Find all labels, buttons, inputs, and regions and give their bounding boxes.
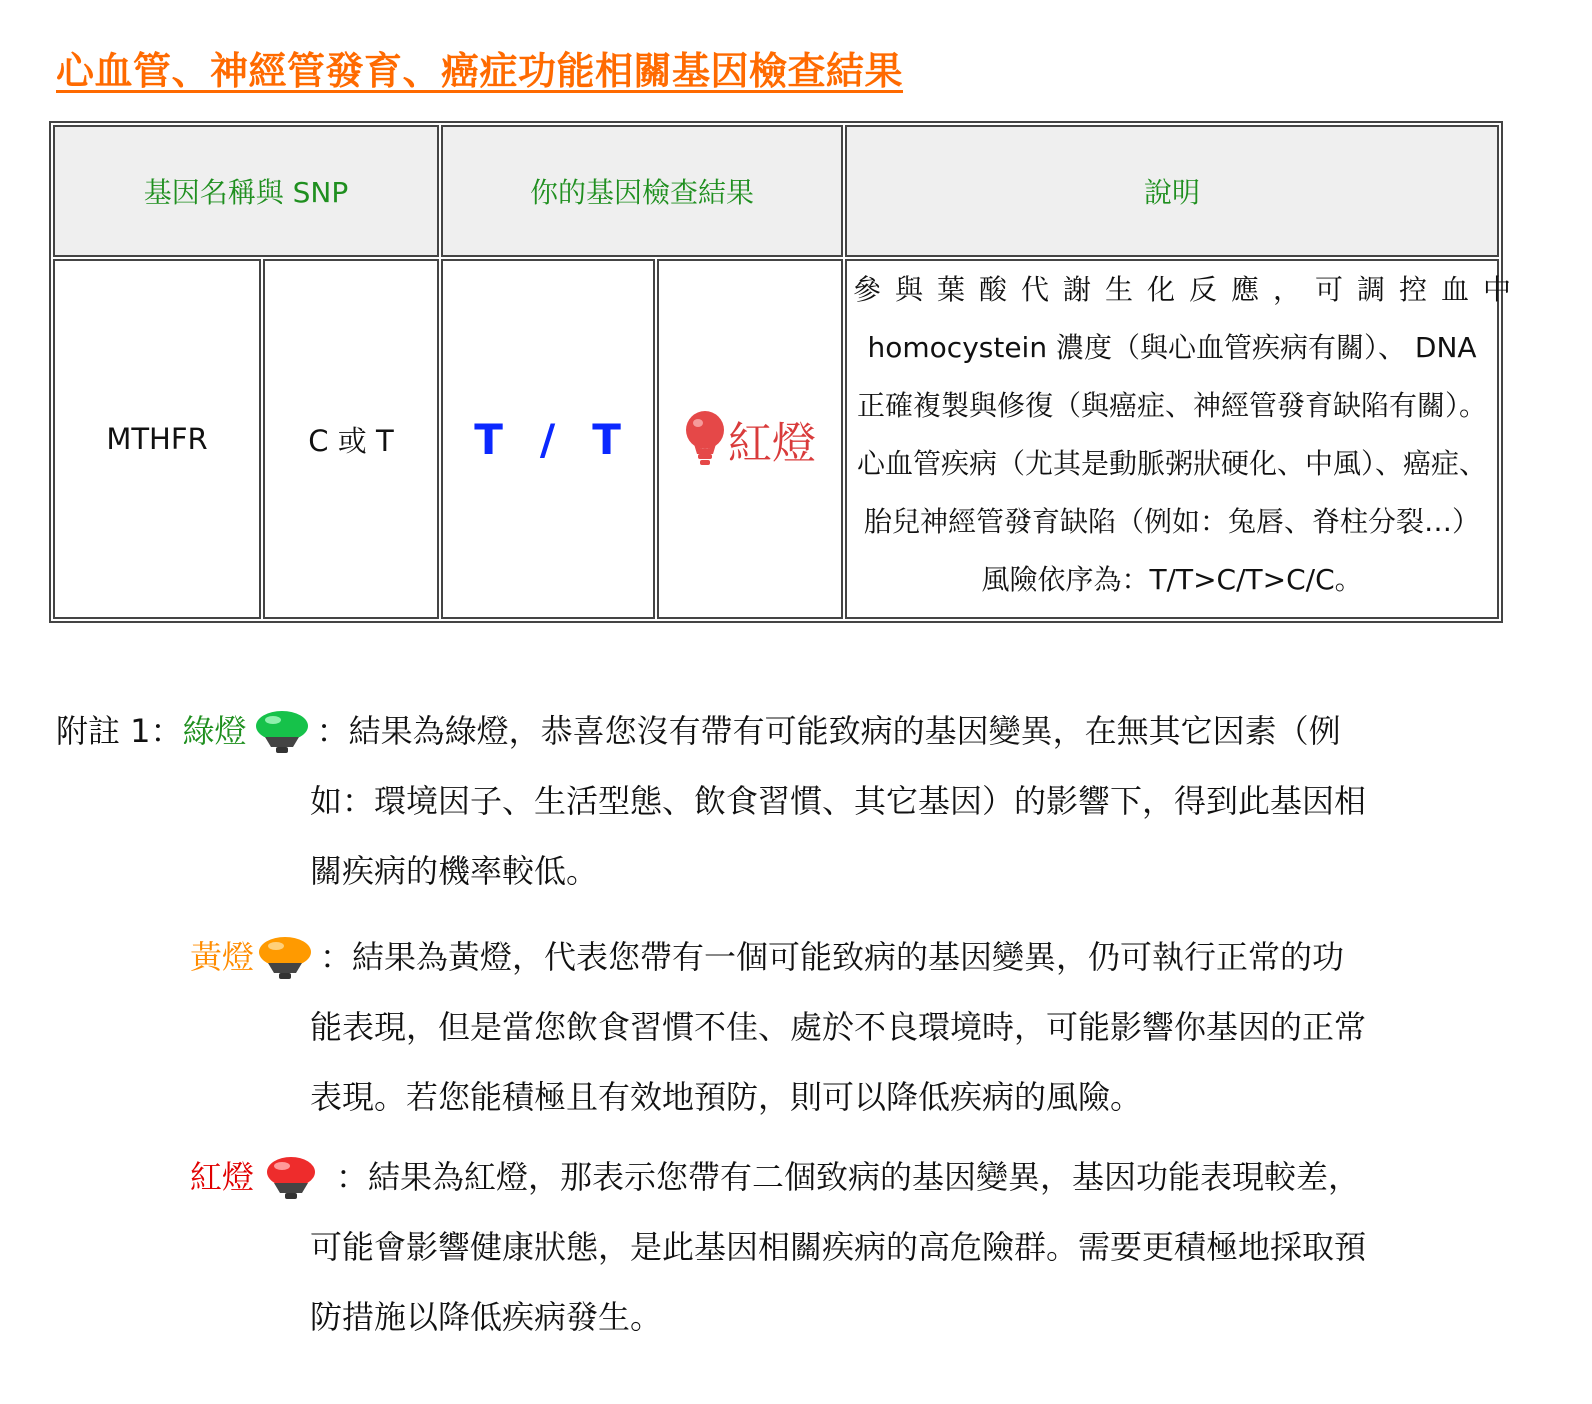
- allele-1: T: [474, 414, 504, 464]
- note-green-line-3: 關疾病的機率較低。: [310, 852, 599, 890]
- note-red-line-3: 防措施以降低疾病發生。: [310, 1298, 663, 1336]
- note-red-text: ：結果為紅燈，那表示您帶有二個致病的基因變異，基因功能表現較差，: [336, 1158, 1361, 1196]
- description-line: 參與葉酸代謝生化反應，可調控血中: [853, 273, 1526, 306]
- note-red-line-2: 可能會影響健康狀態，是此基因相關疾病的高危險群。需要更積極地採取預: [310, 1228, 1367, 1266]
- header-gene-snp: 基因名稱與 SNP: [53, 125, 439, 257]
- description-line: 心血管疾病（尤其是動脈粥狀硬化、中風）、癌症、: [857, 447, 1488, 480]
- note-yellow-line-3: 表現。若您能積極且有效地預防，則可以降低疾病的風險。: [310, 1078, 1143, 1116]
- description-line: homocystein 濃度（與心血管疾病有關）、 DNA: [867, 331, 1477, 364]
- red-light-label: 紅燈: [190, 1158, 255, 1196]
- green-light-label: 綠燈: [182, 712, 247, 750]
- table-row: [53, 259, 1499, 619]
- note-green: [56, 696, 1341, 766]
- red-bulb-icon: [684, 410, 726, 468]
- yellow-light-label: 黃燈: [190, 938, 255, 976]
- green-bulb-icon: [253, 709, 311, 757]
- allele-separator: /: [539, 414, 557, 464]
- note-yellow: [190, 922, 1344, 992]
- description-line: 胎兒神經管發育缺陷（例如：兔唇、脊柱分裂…）: [864, 505, 1481, 538]
- snp-alleles: C 或 T: [263, 259, 439, 619]
- gene-result-table: [49, 121, 1526, 623]
- header-your-result: 你的基因檢查結果: [441, 125, 843, 257]
- description-cell: [845, 259, 1526, 619]
- genotype-result: [441, 259, 655, 619]
- description-line: 風險依序為：T/T>C/T>C/C。: [981, 563, 1363, 596]
- gene-name: MTHFR: [53, 259, 261, 619]
- table-header-row: [53, 125, 1499, 257]
- light-indicator: [657, 259, 843, 619]
- note-prefix: 附註 1：: [56, 712, 183, 750]
- note-green-text: ：結果為綠燈，恭喜您沒有帶有可能致病的基因變異，在無其它因素（例: [316, 712, 1341, 750]
- note-yellow-text: ：結果為黃燈，代表您帶有一個可能致病的基因變異，仍可執行正常的功: [320, 938, 1345, 976]
- allele-2: T: [592, 414, 622, 464]
- description-line: 正確複製與修復（與癌症、神經管發育缺陷有關）。: [857, 389, 1488, 422]
- light-label: 紅燈: [728, 418, 817, 469]
- header-description: 說明: [845, 125, 1499, 257]
- note-red: [190, 1142, 1360, 1212]
- note-green-line-2: 如：環境因子、生活型態、飲食習慣、其它基因）的影響下，得到此基因相: [310, 782, 1367, 820]
- red-bulb-icon: [262, 1155, 320, 1203]
- note-yellow-line-2: 能表現，但是當您飲食習慣不佳、處於不良環境時，可能影響你基因的正常: [310, 1008, 1367, 1046]
- page-title: 心血管、神經管發育、癌症功能相關基因檢查結果: [56, 49, 904, 93]
- yellow-bulb-icon: [256, 935, 314, 983]
